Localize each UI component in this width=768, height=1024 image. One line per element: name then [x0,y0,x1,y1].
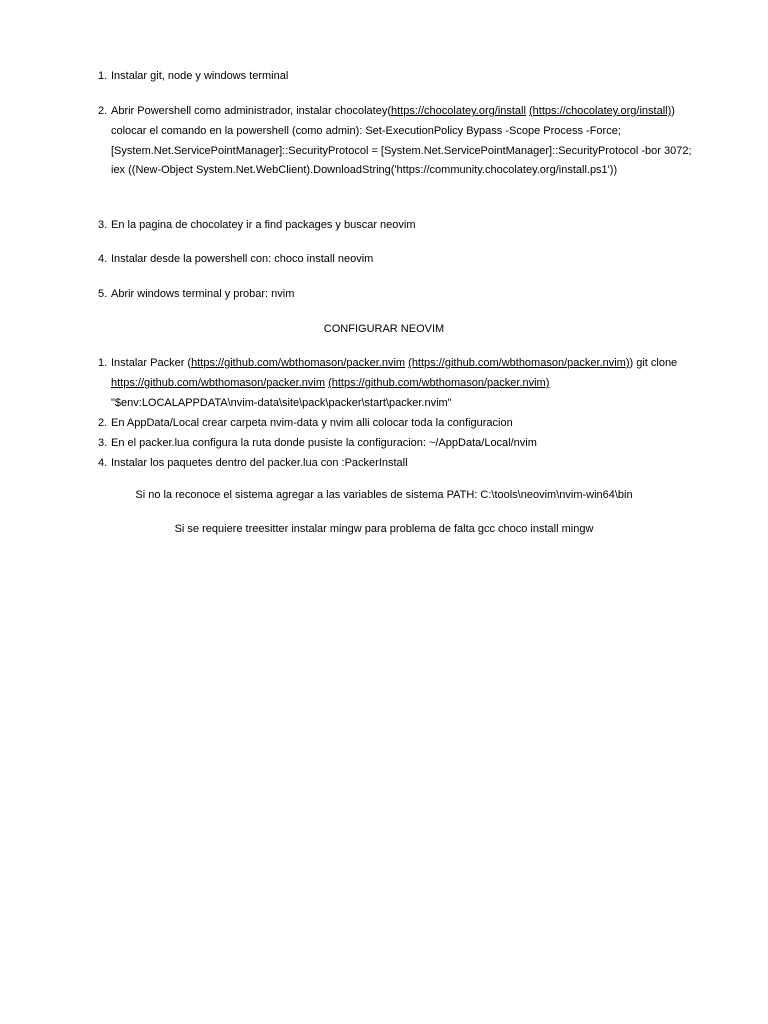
step-number: 4. [98,457,108,469]
step-text [111,67,694,87]
step-number: 3. [98,437,108,449]
step-text [111,102,694,181]
link-text[interactable]: https://chocolatey.org/install [391,105,526,117]
config-step-1 [98,354,694,413]
step-number: 4. [98,253,108,265]
step-text-segment: "$env:LOCALAPPDATA\nvim-data\site\pack\packer\start\packer.nvim" [111,396,452,409]
step-number: 2. [98,417,108,429]
step-number: 3. [98,219,108,231]
install-step-5 [98,285,694,305]
step-text-segment: Abrir windows terminal y probar: nvim [111,288,295,300]
section-title: CONFIGURAR NEOVIM [323,323,445,335]
step-number: 1. [98,70,108,82]
install-step-3 [98,216,694,236]
step-text-segment: En el packer.lua configura la ruta donde pusiste la configuracion: ~/AppData/Local/nvim [111,437,537,449]
step-text-segment: ) colocar el comando en la powershell (como admin): Set-ExecutionPolicy Bypass -Scope Process -Force; [System.Net.ServicePointManager]::SecurityProtocol = [System.Net.ServicePointManager]::SecurityProtocol -bor 3072; iex ((New-Object System.Net.WebClient).DownloadString('https://community.chocolatey.org/install.ps1')) [111,105,692,177]
step-text [111,250,694,270]
step-text [111,414,694,434]
link-text[interactable]: (https://github.com/wbthomason/packer.nvim) [328,376,550,389]
step-text [111,216,694,236]
step-text [111,454,694,474]
step-text-segment: Abrir Powershell como administrador, instalar chocolatey( [111,105,392,117]
step-text-segment: ) git clone [629,357,678,369]
config-step-4 [98,454,694,474]
step-text-segment: Instalar desde la powershell con: choco install neovim [111,253,374,265]
step-text [111,354,694,413]
link-text[interactable]: https://github.com/wbthomason/packer.nvim [191,357,406,369]
step-text-segment: Instalar Packer ( [111,357,192,369]
config-step-2 [98,414,694,434]
step-text-segment: Instalar git, node y windows terminal [111,70,289,82]
step-number: 5. [98,288,108,300]
note-path: Si no la reconoce el sistema agregar a las variables de sistema PATH: C:\tools\neovim\nvim-win64\bin [135,489,633,501]
install-step-4 [98,250,694,270]
note-treesitter: Si se requiere treesitter instalar mingw para problema de falta gcc choco install mingw [174,523,594,535]
step-text-segment: Instalar los paquetes dentro del packer.lua con :PackerInstall [111,457,408,469]
step-text-segment: En AppData/Local crear carpeta nvim-data y nvim alli colocar toda la configuracion [111,417,513,429]
link-text[interactable]: (https://github.com/wbthomason/packer.nvim) [408,357,630,369]
link-text[interactable]: https://github.com/wbthomason/packer.nvim [111,376,325,389]
config-step-3 [98,434,694,454]
link-text[interactable]: (https://chocolatey.org/install) [529,105,672,117]
step-text [111,285,694,305]
install-step-2 [98,102,694,181]
step-number: 2. [98,105,108,117]
install-step-1 [98,67,694,87]
step-number: 1. [98,357,108,369]
step-text [111,434,694,454]
step-text-segment: En la pagina de chocolatey ir a find packages y buscar neovim [111,219,416,231]
